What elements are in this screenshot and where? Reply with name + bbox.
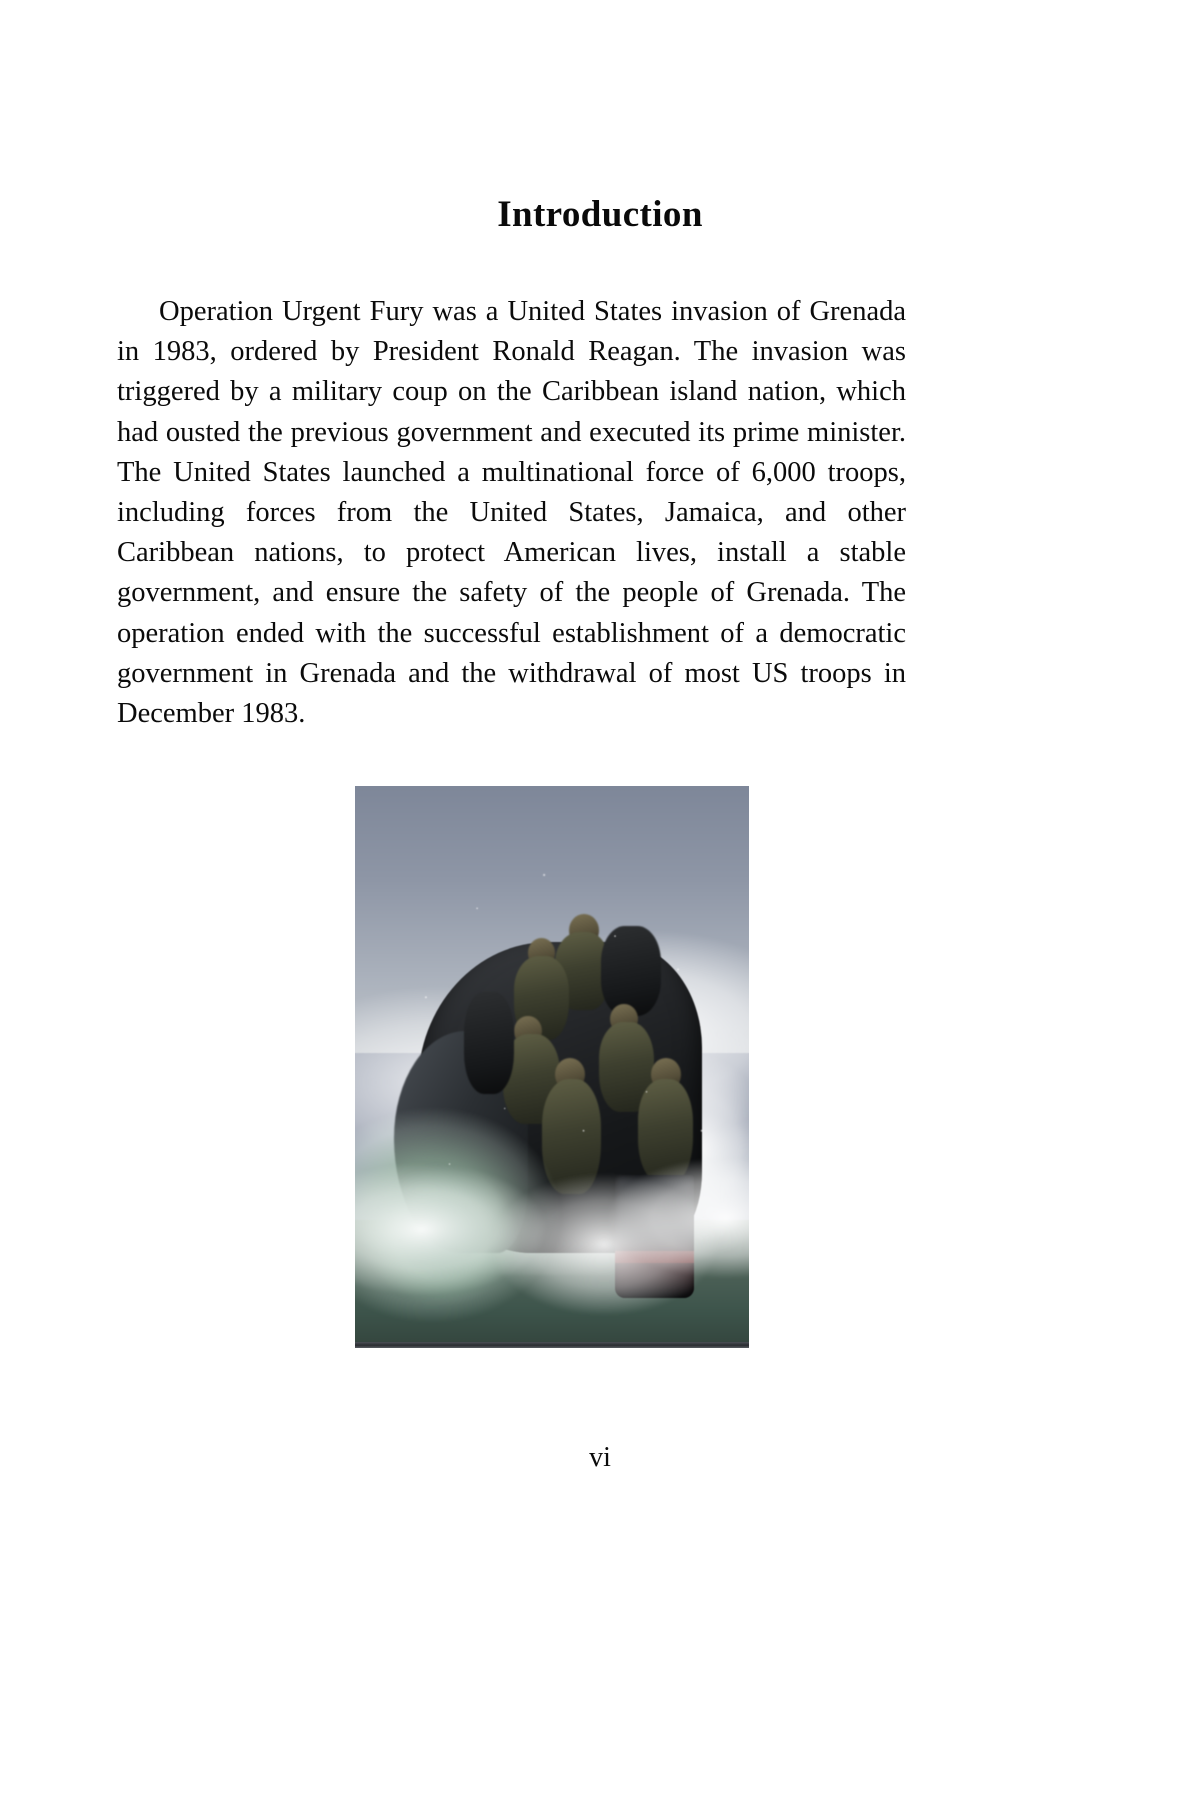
figure-photograph [355,786,749,1348]
photo-bottom-rule [355,1342,749,1348]
page-number: vi [589,1442,611,1473]
intro-paragraph: Operation Urgent Fury was a United States invasion of Grenada in 1983, ordered by President Ronald Reagan. The invasion was triggered by a military coup on the Caribbean island nation, which had ousted the previous government and executed its prime minister. The United States launched a multinational force of 6,000 troops, including forces from the United States, Jamaica, and other Caribbean nations, to protect American lives, install a stable government, and ensure the safety of the people of Grenada. The operation ended with the successful establishment of a democratic government in Grenada and the withdrawal of most US troops in December 1983. [117,296,906,730]
body-text-block [117,292,906,734]
photo-droplets [355,786,749,1342]
photo-rhib-boat [355,786,749,1342]
page-title: Introduction [497,193,703,235]
